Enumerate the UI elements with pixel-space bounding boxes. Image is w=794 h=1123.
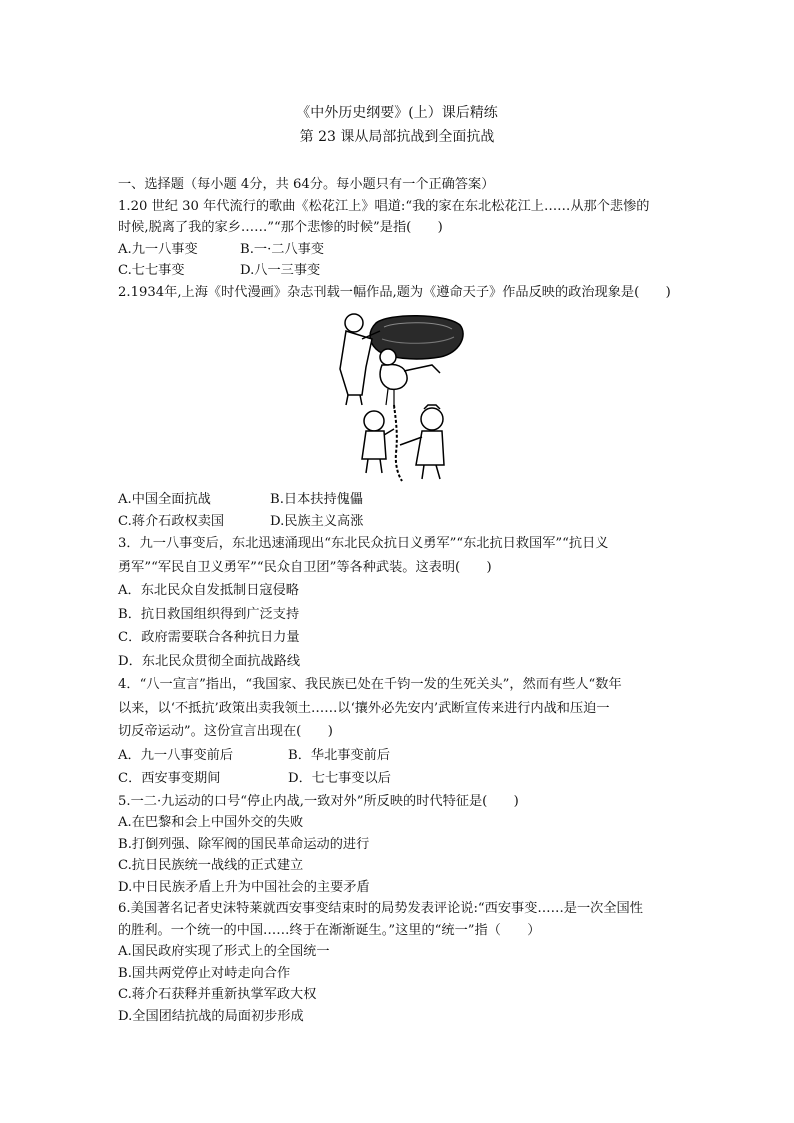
- question-6-stem-line-1: 6.美国著名记者史沫特莱就西安事变结束时的局势发表评论说:“西安事变……是一次全国性: [118, 901, 643, 916]
- question-6-option-b: B.国共两党停止对峙走向合作: [118, 965, 291, 981]
- document-title: 《中外历史纲要》(上）课后精练: [296, 105, 498, 121]
- question-4-stem-line-3: 切反帝运动”。这份宣言出现在( ): [118, 724, 333, 739]
- question-4-options-row-2: [118, 767, 678, 791]
- question-3-option-c: C．政府需要联合各种抗日力量: [118, 630, 300, 645]
- question-3-stem-line-1: 3．九一八事变后，东北迅速涌现出“东北民众抗日义勇军”“东北抗日救国军”“抗日义: [118, 536, 609, 551]
- question-4-option-c: C．西安事变期间: [118, 771, 221, 786]
- question-4-stem-line-1: 4．“八一宣言”指出，“我国家、我民族已处在千钧一发的生死关头”，然而有些人“数年: [118, 677, 622, 692]
- question-3-option-d: D．东北民众贯彻全面抗战路线: [118, 653, 301, 669]
- question-1-options-row-1: [118, 239, 678, 261]
- question-1-stem-line-1: 1.20 世纪 30 年代流行的歌曲《松花江上》唱道:“我的家在东北松花江上……从那个悲惨的: [118, 198, 650, 214]
- question-5: [118, 791, 678, 899]
- question-2: [118, 282, 678, 533]
- question-3-option-b: B．抗日救国组织得到广泛支持: [118, 606, 300, 622]
- lesson-title: 第 23 课从局部抗战到全面抗战: [299, 129, 495, 145]
- section-heading: 一、选择题（每小题 4分，共 64分。每小题只有一个正确答案）: [118, 177, 495, 192]
- question-6-option-c: C.蒋介石获释并重新执掌军政大权: [118, 987, 317, 1002]
- cartoon-drawing: [328, 309, 468, 485]
- question-1-options-row-2: [118, 260, 678, 282]
- question-2-options-row-2: [118, 511, 678, 533]
- question-4-option-d: D．七七事变以后: [288, 771, 391, 786]
- question-1-option-c: C.七七事变: [118, 263, 185, 278]
- cartoon-illustration: [328, 309, 468, 485]
- question-1-option-b: B.一·二八事变: [240, 241, 325, 257]
- question-2-option-c: C.蒋介石政权卖国: [118, 513, 225, 529]
- question-6-option-d: D.全国团结抗战的局面初步形成: [118, 1008, 304, 1024]
- question-2-options-row-1: [118, 489, 678, 511]
- question-1: [118, 196, 678, 282]
- question-2-option-a: A.中国全面抗战: [118, 492, 211, 507]
- question-4-option-a: A．九一八事变前后: [118, 747, 234, 763]
- question-5-option-a: A.在巴黎和会上中国外交的失败: [118, 815, 304, 830]
- question-4-options-row-1: [118, 744, 678, 768]
- question-3-option-a: A．东北民众自发抵制日寇侵略: [118, 583, 299, 598]
- question-4-option-b: B．华北事变前后: [288, 747, 391, 763]
- question-4: [118, 673, 678, 791]
- question-1-option-d: D.八一三事变: [240, 263, 321, 278]
- question-6-stem-line-2: 的胜利。一个统一的中国……终于在渐渐诞生。”这里的“统一”指（ ）: [118, 922, 541, 938]
- question-2-stem-line-1: 2.1934年,上海《时代漫画》杂志刊载一幅作品,题为《遵命天子》作品反映的政治现象是( ): [118, 284, 671, 300]
- question-3-stem-line-2: 勇军”“军民自卫义勇军”“民众自卫团”等各种武装。这表明( ): [118, 559, 492, 575]
- question-4-stem-line-2: 以来，以‘不抵抗’政策出卖我领土……以‘攘外必先安内’武断宣传来进行内战和压迫一: [118, 700, 610, 716]
- question-5-option-c: C.抗日民族统一战线的正式建立: [118, 858, 304, 873]
- question-list: [118, 174, 678, 1027]
- question-5-option-b: B.打倒列强、除军阀的国民革命运动的进行: [118, 836, 370, 852]
- question-1-stem-line-2: 时候,脱离了我的家乡……”“那个悲惨的时候”是指( ): [118, 220, 443, 235]
- question-5-stem-line-1: 5.一二·九运动的口号“停止内战,一致对外”所反映的时代特征是( ): [118, 793, 519, 809]
- question-3: [118, 532, 678, 673]
- question-6: [118, 898, 678, 1027]
- question-1-option-a: A.九一八事变: [118, 241, 198, 257]
- question-6-option-a: A.国民政府实现了形式上的全国统一: [118, 944, 330, 959]
- question-2-option-d: D.民族主义高涨: [270, 513, 364, 529]
- question-5-option-d: D.中日民族矛盾上升为中国社会的主要矛盾: [118, 879, 370, 895]
- question-2-option-b: B.日本扶持傀儡: [270, 492, 364, 507]
